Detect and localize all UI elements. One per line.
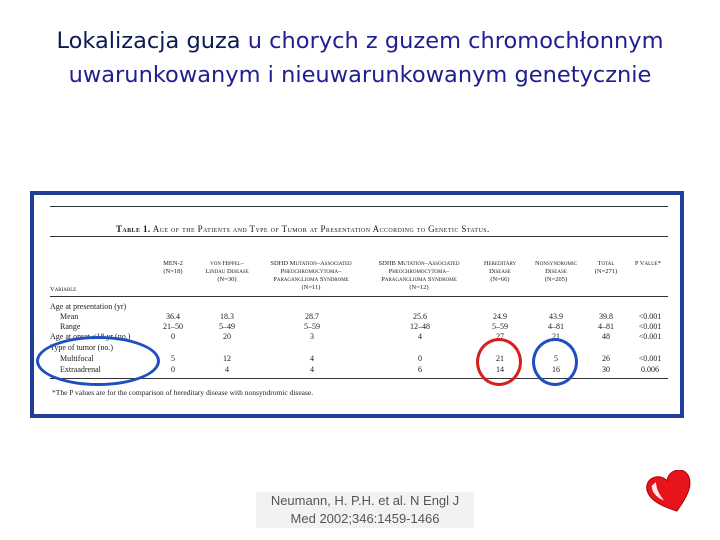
cell-range-men2: 21–50 — [163, 322, 183, 331]
cell-extraadrenal-men2: 0 — [171, 365, 175, 374]
row-label-multifocal: Multifocal — [60, 354, 94, 363]
cell-range-total: 4–81 — [598, 322, 614, 331]
cell-extraadrenal-hereditary: 14 — [496, 365, 504, 374]
cell-range-vhl: 5–49 — [219, 322, 235, 331]
col-header-sdhd: SDHD Mutation–Associated Pheochromocytoma– Paraganglioma Syndrome (N=11) — [270, 260, 352, 291]
cell-extraadrenal-vhl: 4 — [225, 365, 229, 374]
cell-range-hereditary: 5–59 — [492, 322, 508, 331]
table-footnote: *The P values are for the comparison of hereditary disease with nonsyndromic disease. — [52, 388, 314, 397]
table-top-rule — [50, 206, 668, 207]
table-caption-rule — [50, 236, 668, 237]
highlight-ellipse-hereditary — [476, 338, 522, 386]
col-header-hereditary: Hereditary Disease (N=66) — [483, 260, 517, 283]
cell-extraadrenal-p: 0.006 — [641, 365, 659, 374]
cell-onset-sdhb: 4 — [418, 332, 422, 341]
highlight-ellipse-nonsyndromic — [532, 338, 578, 386]
cell-multifocal-hereditary: 21 — [496, 354, 504, 363]
table-1 — [50, 196, 668, 412]
citation-line-1: Neumann, H. P.H. et al. N Engl J — [270, 493, 460, 508]
slide-title — [20, 24, 700, 92]
cell-mean-sdhb: 25.6 — [413, 312, 427, 321]
title-part-2: u chorych z guzem chromochłonnym — [240, 28, 664, 54]
title-part-1: Lokalizacja guza — [56, 28, 241, 54]
row-label-age: Age at presentation (yr) — [50, 302, 127, 311]
row-label-mean: Mean — [60, 312, 79, 321]
col-header-men2: MEN-2 (N=18) — [163, 260, 183, 275]
variable-header: Variable — [50, 286, 77, 293]
row-label-extraadrenal: Extraadrenal — [60, 365, 101, 374]
cell-extraadrenal-sdhd: 4 — [310, 365, 314, 374]
cell-onset-hereditary: 27 — [496, 332, 504, 341]
cell-multifocal-men2: 5 — [171, 354, 175, 363]
cell-mean-hereditary: 24.9 — [493, 312, 507, 321]
col-header-sdhb: SDHB Mutation–Associated Pheochromocytoma– Paraganglioma Syndrome (N=12) — [378, 260, 460, 291]
cell-onset-nonsyndromic: 21 — [552, 332, 560, 341]
row-label-onset: Age at onset ≤18 yr (no.) — [50, 332, 131, 341]
cell-extraadrenal-sdhb: 6 — [418, 365, 422, 374]
cell-multifocal-nonsyndromic: 5 — [554, 354, 558, 363]
cell-extraadrenal-nonsyndromic: 16 — [552, 365, 560, 374]
cell-onset-men2: 0 — [171, 332, 175, 341]
cell-multifocal-total: 26 — [602, 354, 610, 363]
table-caption-label: Table 1. — [116, 224, 151, 234]
cell-multifocal-sdhd: 4 — [310, 354, 314, 363]
cell-multifocal-p: <0.001 — [638, 354, 662, 363]
col-header-nonsyndromic: Nonsyndromic Disease (N=205) — [535, 260, 577, 283]
cell-mean-nonsyndromic: 43.9 — [549, 312, 563, 321]
table-caption-text: Age of the Patients and Type of Tumor at Presentation According to Genetic Status. — [152, 224, 490, 234]
title-line-2: uwarunkowanym i nieuwarunkowanym genetycznie — [68, 62, 652, 88]
table-caption — [116, 224, 490, 234]
row-label-range: Range — [60, 322, 81, 331]
cell-mean-sdhd: 28.7 — [305, 312, 319, 321]
row-label-tumor-type: Type of tumor (no.) — [50, 343, 113, 352]
cell-onset-total: 48 — [602, 332, 610, 341]
cell-mean-vhl: 18.3 — [220, 312, 234, 321]
cell-extraadrenal-total: 30 — [602, 365, 610, 374]
heart-icon — [646, 470, 696, 516]
cell-multifocal-vhl: 12 — [223, 354, 231, 363]
col-header-total: Total (N=271) — [594, 260, 618, 275]
cell-multifocal-sdhb: 0 — [418, 354, 422, 363]
cell-range-nonsyndromic: 4–81 — [548, 322, 564, 331]
cell-range-p: <0.001 — [638, 322, 662, 331]
cell-onset-vhl: 20 — [223, 332, 231, 341]
cell-mean-men2: 36.4 — [166, 312, 180, 321]
cell-mean-p: <0.001 — [638, 312, 662, 321]
cell-range-sdhb: 12–48 — [410, 322, 430, 331]
header-rule — [50, 296, 668, 297]
cell-onset-sdhd: 3 — [310, 332, 314, 341]
citation — [256, 492, 474, 528]
col-header-pvalue: P Value* — [634, 260, 662, 267]
cell-onset-p: <0.001 — [638, 332, 662, 341]
citation-line-2: Med 2002;346:1459-1466 — [290, 511, 440, 526]
col-header-vhl: von Hippel– Lindau Disease (N=30) — [205, 260, 249, 283]
cell-range-sdhd: 5–59 — [304, 322, 320, 331]
highlight-ellipse-row-labels — [36, 336, 160, 386]
cell-mean-total: 39.8 — [599, 312, 613, 321]
